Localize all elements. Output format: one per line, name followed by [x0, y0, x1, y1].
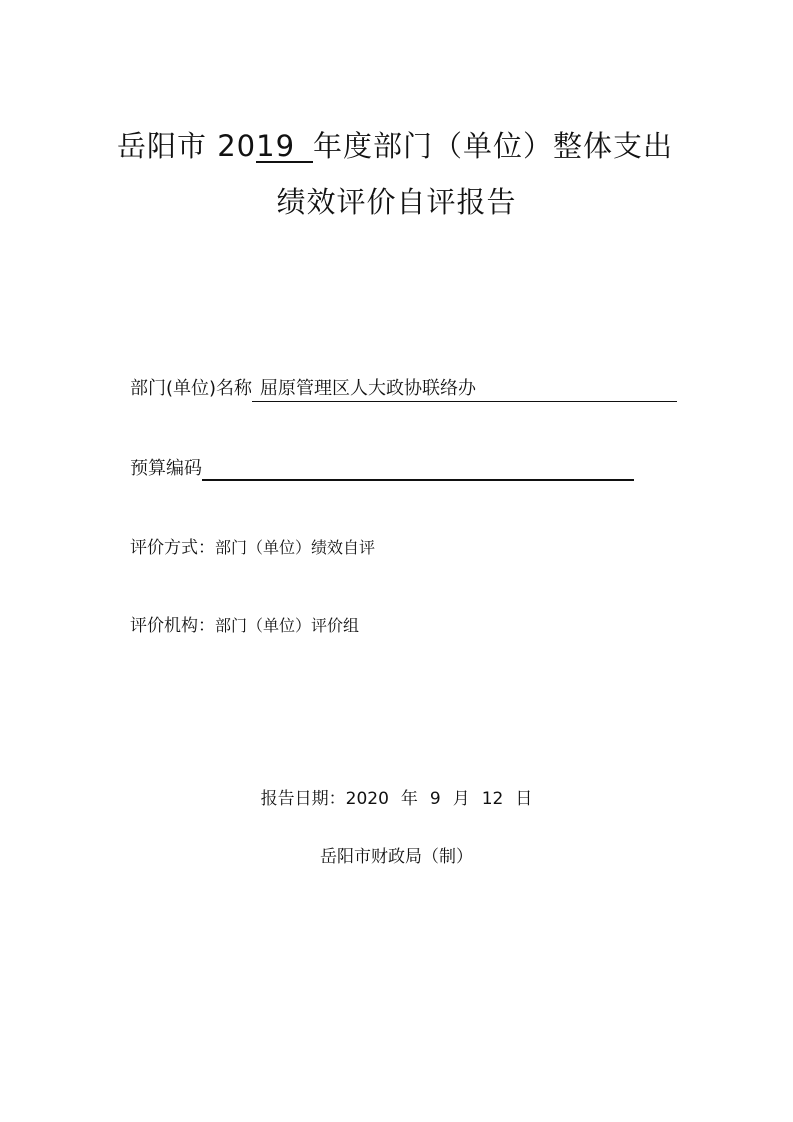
report-title-line-2: 绩效评价自评报告 — [276, 185, 517, 219]
report-title-line-1 — [117, 128, 673, 164]
evaluation-method-field — [130, 536, 375, 560]
evaluation-org-field — [130, 614, 359, 638]
report-date-label: 报告日期： — [260, 789, 346, 809]
report-date-month: 9 — [429, 789, 441, 809]
title-year-underlined: 19 — [256, 131, 313, 163]
title-prefix: 岳阳市 20 — [117, 129, 257, 163]
report-date-month-unit: 月 — [452, 789, 470, 809]
department-label: 部门(单位)名称 — [130, 378, 253, 399]
budget-code-value — [202, 457, 634, 481]
report-date-day: 12 — [481, 789, 504, 809]
title-suffix: 年度部门（单位）整体支出 — [313, 129, 674, 163]
report-date-day-unit: 日 — [515, 789, 533, 809]
issuer: 岳阳市财政局（制） — [320, 847, 473, 867]
evaluation-org-label: 评价机构： — [130, 616, 215, 636]
budget-code-field — [130, 457, 634, 481]
evaluation-org-value: 部门（单位）评价组 — [215, 616, 360, 635]
evaluation-method-value: 部门（单位）绩效自评 — [215, 538, 376, 557]
budget-code-label: 预算编码 — [130, 458, 202, 479]
evaluation-method-label: 评价方式： — [130, 538, 215, 558]
department-field — [130, 377, 677, 402]
report-date-year: 2020 — [345, 789, 389, 809]
department-value: 屈原管理区人大政协联络办 — [252, 377, 677, 402]
report-date-year-unit: 年 — [400, 789, 418, 809]
report-date — [0, 787, 793, 811]
